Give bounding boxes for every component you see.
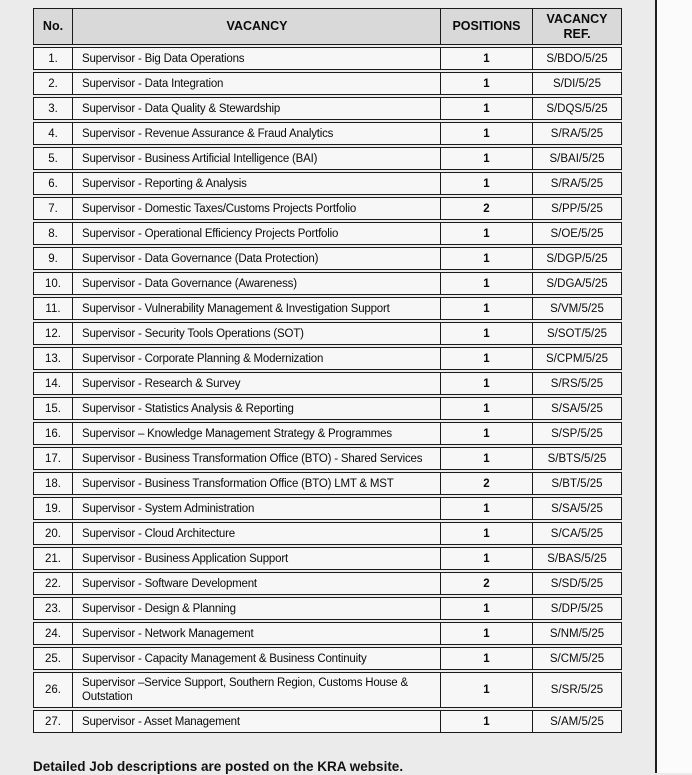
cell-no: 25. — [45, 652, 61, 665]
cell-ref: S/OE/5/25 — [532, 223, 621, 244]
cell-ref: S/DP/5/25 — [532, 598, 621, 619]
cell-no: 24. — [45, 627, 61, 640]
cell-ref: S/PP/5/25 — [532, 198, 621, 219]
cell-positions: 1 — [440, 123, 532, 144]
cell-vacancy: Supervisor - Reporting & Analysis — [72, 173, 440, 194]
cell-vacancy: Supervisor - Research & Survey — [72, 373, 440, 394]
cell-no: 19. — [45, 502, 61, 515]
cell-positions: 2 — [440, 198, 532, 219]
table-row — [33, 547, 622, 570]
cell-ref: S/NM/5/25 — [532, 623, 621, 644]
table-row — [33, 322, 622, 345]
cell-no: 8. — [48, 227, 58, 240]
cell-positions: 1 — [440, 648, 532, 669]
table-row — [33, 647, 622, 670]
table-row — [33, 672, 622, 708]
cell-ref: S/DI/5/25 — [532, 73, 621, 94]
cell-ref: S/AM/5/25 — [532, 711, 621, 732]
table-row — [33, 522, 622, 545]
cell-vacancy: Supervisor - Software Development — [72, 573, 440, 594]
cell-no: 20. — [45, 527, 61, 540]
table-row — [33, 447, 622, 470]
cell-ref: S/VM/5/25 — [532, 298, 621, 319]
cell-vacancy: Supervisor - Vulnerability Management & Investigation Support — [72, 298, 440, 319]
cell-vacancy: Supervisor - Security Tools Operations (SOT) — [72, 323, 440, 344]
cell-no: 15. — [45, 402, 61, 415]
cell-no: 7. — [48, 202, 58, 215]
cell-no: 4. — [48, 127, 58, 140]
table-row — [33, 422, 622, 445]
cell-ref: S/DQS/5/25 — [532, 98, 621, 119]
cell-no: 27. — [45, 715, 61, 728]
cell-no: 14. — [45, 377, 61, 390]
cell-vacancy: Supervisor - Revenue Assurance & Fraud Analytics — [72, 123, 440, 144]
cell-no: 3. — [48, 102, 58, 115]
cell-positions: 1 — [440, 598, 532, 619]
cell-vacancy: Supervisor –Service Support, Southern Region, Customs House & Outstation — [72, 673, 440, 707]
cell-positions: 2 — [440, 573, 532, 594]
cell-vacancy: Supervisor - Design & Planning — [72, 598, 440, 619]
cell-vacancy: Supervisor - Data Governance (Data Protection) — [72, 248, 440, 269]
cell-vacancy: Supervisor - Business Artificial Intelligence (BAI) — [72, 148, 440, 169]
cell-positions: 1 — [440, 98, 532, 119]
page-edge-strip — [657, 0, 692, 773]
cell-positions: 1 — [440, 448, 532, 469]
cell-ref: S/BAI/5/25 — [532, 148, 621, 169]
footer-note: Detailed Job descriptions are posted on the KRA website. — [33, 759, 404, 774]
cell-positions: 1 — [440, 373, 532, 394]
table-header-row — [33, 8, 622, 45]
cell-positions: 1 — [440, 398, 532, 419]
cell-ref: S/SP/5/25 — [532, 423, 621, 444]
cell-vacancy: Supervisor - Asset Management — [72, 711, 440, 732]
cell-positions: 2 — [440, 473, 532, 494]
cell-positions: 1 — [440, 273, 532, 294]
table-row — [33, 147, 622, 170]
cell-ref: S/CM/5/25 — [532, 648, 621, 669]
cell-vacancy: Supervisor - Data Integration — [72, 73, 440, 94]
table-row — [33, 497, 622, 520]
table-row — [33, 347, 622, 370]
cell-vacancy: Supervisor - Capacity Management & Business Continuity — [72, 648, 440, 669]
cell-ref: S/RA/5/25 — [532, 123, 621, 144]
cell-no: 9. — [48, 252, 58, 265]
table-row — [33, 297, 622, 320]
cell-ref: S/CA/5/25 — [532, 523, 621, 544]
header-cell-vacancy: VACANCY — [72, 9, 440, 44]
table-row — [33, 122, 622, 145]
cell-no: 21. — [45, 552, 61, 565]
cell-vacancy: Supervisor - Statistics Analysis & Reporting — [72, 398, 440, 419]
table-row — [33, 172, 622, 195]
cell-positions: 1 — [440, 523, 532, 544]
cell-positions: 1 — [440, 498, 532, 519]
table-row — [33, 97, 622, 120]
cell-positions: 1 — [440, 548, 532, 569]
header-cell-no: No. — [42, 19, 64, 33]
cell-no: 26. — [45, 684, 61, 696]
table-row — [33, 247, 622, 270]
cell-positions: 1 — [440, 673, 532, 707]
table-row — [33, 197, 622, 220]
cell-positions: 1 — [440, 148, 532, 169]
cell-no: 12. — [45, 327, 61, 340]
cell-ref: S/CPM/5/25 — [532, 348, 621, 369]
cell-no: 18. — [45, 477, 61, 490]
cell-no: 6. — [48, 177, 58, 190]
cell-positions: 1 — [440, 711, 532, 732]
cell-positions: 1 — [440, 348, 532, 369]
cell-vacancy: Supervisor - Business Transformation Office (BTO) - Shared Services — [72, 448, 440, 469]
cell-positions: 1 — [440, 223, 532, 244]
cell-positions: 1 — [440, 423, 532, 444]
cell-ref: S/SA/5/25 — [532, 498, 621, 519]
cell-no: 11. — [45, 302, 61, 315]
table-row — [33, 472, 622, 495]
cell-positions: 1 — [440, 298, 532, 319]
cell-ref: S/RA/5/25 — [532, 173, 621, 194]
cell-no: 2. — [48, 77, 58, 90]
cell-vacancy: Supervisor - Network Management — [72, 623, 440, 644]
table-row — [33, 710, 622, 733]
cell-no: 13. — [45, 352, 61, 365]
cell-no: 22. — [45, 577, 61, 590]
cell-vacancy: Supervisor - Corporate Planning & Modernization — [72, 348, 440, 369]
cell-positions: 1 — [440, 173, 532, 194]
vacancy-table — [33, 8, 622, 735]
cell-positions: 1 — [440, 48, 532, 69]
cell-ref: S/BTS/5/25 — [532, 448, 621, 469]
cell-positions: 1 — [440, 248, 532, 269]
cell-ref: S/RS/5/25 — [532, 373, 621, 394]
cell-ref: S/BT/5/25 — [532, 473, 621, 494]
cell-no: 1. — [48, 52, 58, 65]
table-row — [33, 222, 622, 245]
header-cell-positions: POSITIONS — [440, 9, 532, 44]
table-row — [33, 47, 622, 70]
table-row — [33, 272, 622, 295]
cell-ref: S/SD/5/25 — [532, 573, 621, 594]
cell-vacancy: Supervisor - Cloud Architecture — [72, 523, 440, 544]
cell-no: 23. — [45, 602, 61, 615]
cell-vacancy: Supervisor - Big Data Operations — [72, 48, 440, 69]
cell-vacancy: Supervisor - Data Quality & Stewardship — [72, 98, 440, 119]
cell-no: 17. — [45, 452, 61, 465]
cell-positions: 1 — [440, 323, 532, 344]
table-row — [33, 397, 622, 420]
table-row — [33, 622, 622, 645]
table-row — [33, 572, 622, 595]
cell-ref: S/SR/5/25 — [532, 673, 621, 707]
cell-vacancy: Supervisor - Data Governance (Awareness) — [72, 273, 440, 294]
cell-no: 10. — [45, 277, 61, 290]
table-row — [33, 72, 622, 95]
table-row — [33, 597, 622, 620]
table-body — [33, 47, 622, 733]
cell-vacancy: Supervisor - Operational Efficiency Projects Portfolio — [72, 223, 440, 244]
cell-positions: 1 — [440, 623, 532, 644]
table-row — [33, 372, 622, 395]
cell-no: 16. — [45, 427, 61, 440]
cell-ref: S/SOT/5/25 — [532, 323, 621, 344]
cell-vacancy: Supervisor - Business Transformation Office (BTO) LMT & MST — [72, 473, 440, 494]
cell-positions: 1 — [440, 73, 532, 94]
cell-vacancy: Supervisor - System Administration — [72, 498, 440, 519]
cell-no: 5. — [48, 152, 58, 165]
cell-vacancy: Supervisor - Business Application Support — [72, 548, 440, 569]
cell-ref: S/DGA/5/25 — [532, 273, 621, 294]
cell-vacancy: Supervisor - Domestic Taxes/Customs Projects Portfolio — [72, 198, 440, 219]
cell-ref: S/SA/5/25 — [532, 398, 621, 419]
cell-ref: S/BAS/5/25 — [532, 548, 621, 569]
header-cell-ref: VACANCY REF. — [532, 9, 621, 44]
cell-ref: S/DGP/5/25 — [532, 248, 621, 269]
cell-vacancy: Supervisor – Knowledge Management Strategy & Programmes — [72, 423, 440, 444]
cell-ref: S/BDO/5/25 — [532, 48, 621, 69]
